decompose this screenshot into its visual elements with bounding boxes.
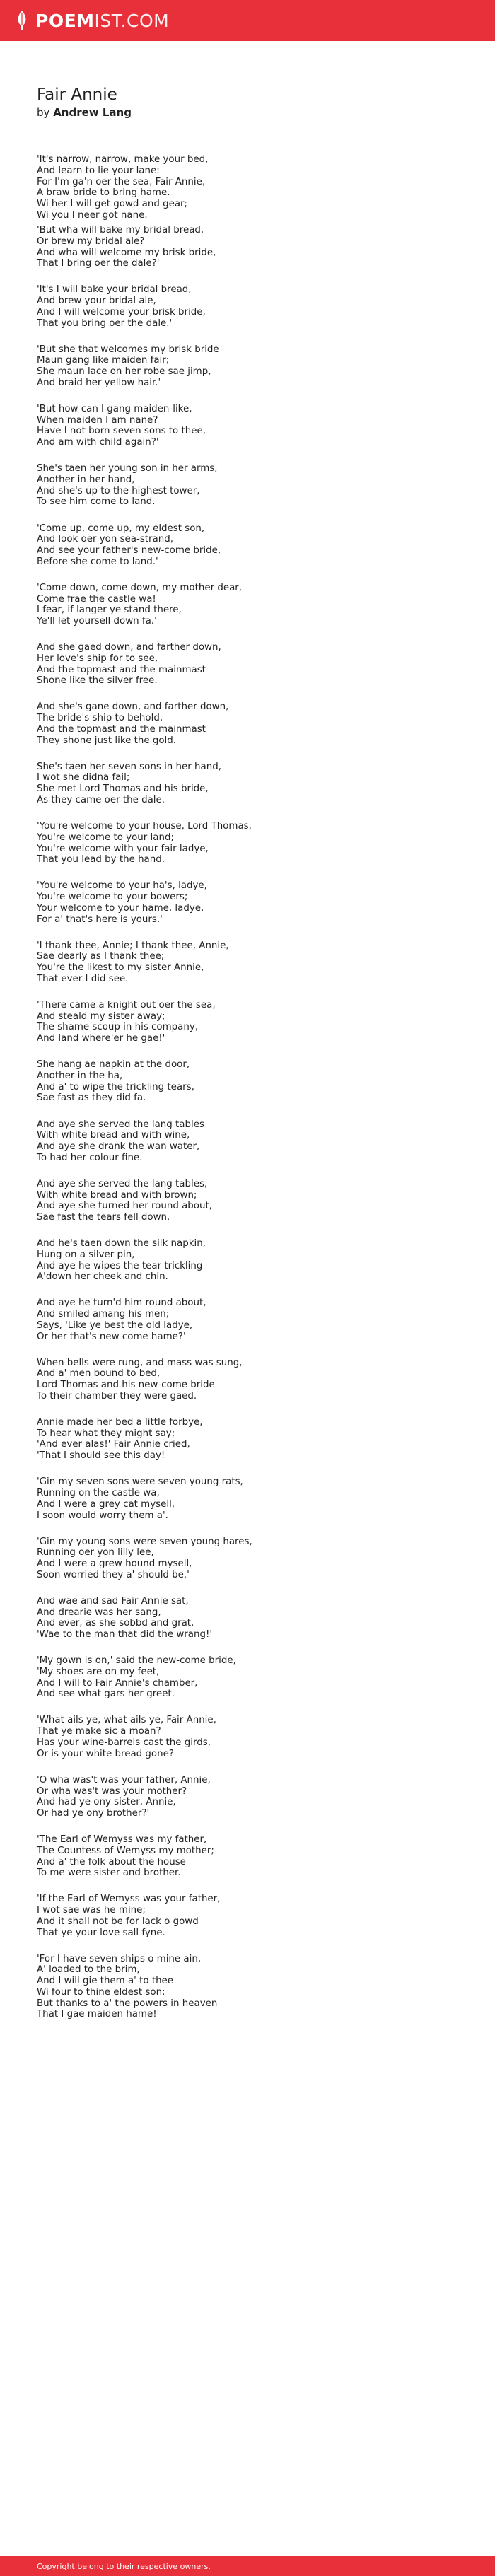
poem-title: Fair Annie (37, 86, 117, 104)
poem-line: Running oer yon lilly lee, (37, 1547, 154, 1558)
poem-line: Wi you I neer got nane. (37, 209, 148, 221)
poem-line: And I will to Fair Annie's chamber, (37, 1677, 198, 1689)
poem-line: 'The Earl of Wemyss was my father, (37, 1834, 207, 1846)
poem-line: 'You're welcome to your ha's, ladye, (37, 880, 207, 892)
poem-line: 'That I should see this day! (37, 1450, 165, 1462)
site-footer (0, 2556, 495, 2576)
poem-line: And she's gane down, and farther down, (37, 701, 229, 713)
poem-line: You're welcome to your bowers; (37, 892, 188, 903)
poem-line: Before she come to land.' (37, 556, 158, 567)
poem-line: 'But how can I gang maiden-like, (37, 403, 192, 414)
stanza (37, 940, 461, 985)
poem-line: And aye she turned her round about, (37, 1201, 212, 1212)
stanza (37, 583, 461, 627)
poem-line: Or had ye ony brother?' (37, 1808, 150, 1819)
poem-line: Sae dearly as I thank thee; (37, 951, 165, 962)
poem-line: To hear what they might say; (37, 1428, 175, 1439)
poem-line: And I were a grew hound mysell, (37, 1558, 192, 1570)
poem-line: 'Come down, come down, my mother dear, (37, 582, 243, 593)
poem-line: Have I not born seven sons to thee, (37, 426, 206, 437)
poem-line: Maun gang like maiden fair; (37, 355, 170, 366)
poem-line: 'Wae to the man that did the wrang!' (37, 1629, 213, 1640)
poem-line: The Countess of Wemyss my mother; (37, 1845, 214, 1856)
stanza (37, 284, 461, 329)
poem-line: And drearie was her sang, (37, 1607, 161, 1618)
poem-line: And braid her yellow hair.' (37, 377, 161, 388)
stanza (37, 880, 461, 925)
stanza (37, 1119, 461, 1164)
stanza (37, 154, 461, 221)
poem-line: Lord Thomas and his new-come bride (37, 1380, 215, 1391)
poem-line: And see your father's new-come bride, (37, 545, 221, 556)
stanza (37, 701, 461, 746)
poem-line: Annie made her bed a little forbye, (37, 1416, 203, 1428)
stanza (37, 1238, 461, 1283)
poem-line: 'Come up, come up, my eldest son, (37, 523, 205, 534)
stanza (37, 1358, 461, 1402)
poem-line: With white bread and with wine, (37, 1130, 190, 1141)
poem-line: Soon worried they a' should be.' (37, 1569, 190, 1580)
poem-line: And ever, as she sobbd and grat, (37, 1618, 194, 1629)
poem-line: That I bring oer the dale?' (37, 258, 160, 269)
author-link[interactable]: Andrew Lang (53, 106, 132, 119)
poem-line: Your welcome to your hame, ladye, (37, 902, 204, 914)
poem-line: That ever I did see. (37, 973, 129, 984)
stanza (37, 1537, 461, 1581)
poem-line: Or is your white bread gone? (37, 1748, 174, 1759)
stanza (37, 1298, 461, 1342)
poem-line: 'O wha was't was your father, Annie, (37, 1774, 211, 1785)
poem-line: That ye make sic a moan? (37, 1726, 161, 1737)
poem-line: Wi four to thine eldest son: (37, 1986, 165, 1998)
stanza (37, 1655, 461, 1700)
stanza (37, 523, 461, 568)
poem-line: And a' men bound to bed, (37, 1368, 161, 1380)
poem-line: And see what gars her greet. (37, 1689, 175, 1700)
poem-line: And the topmast and the mainmast (37, 664, 206, 675)
poem-line: I soon would worry them a'. (37, 1510, 168, 1521)
poem-line: That I gae maiden hame!' (37, 2009, 160, 2020)
stanza (37, 1179, 461, 1223)
poem-line: When maiden I am nane? (37, 414, 158, 426)
poem-line: To their chamber they were gaed. (37, 1390, 197, 1401)
poem-line: With white bread and with brown; (37, 1189, 197, 1201)
poem-line: You're welcome to your land; (37, 832, 174, 843)
poem-line: Another in the ha, (37, 1070, 123, 1081)
poem-line: 'It's I will bake your bridal bread, (37, 284, 192, 296)
stanza (37, 1715, 461, 1759)
poem-line: That you lead by the hand. (37, 854, 165, 866)
poem-line: Hung on a silver pin, (37, 1249, 135, 1260)
logo-light-text: IST.COM (94, 10, 170, 31)
poem-line: Shone like the silver free. (37, 675, 158, 687)
poem-line: I wot sae was he mine; (37, 1905, 146, 1916)
poem-line: And aye she drank the wan water, (37, 1141, 200, 1152)
copyright-text: Copyright belong to their respective owners. (37, 2561, 211, 2571)
poem-line: And learn to lie your lane: (37, 165, 160, 176)
poem-line: 'For I have seven ships o mine ain, (37, 1953, 202, 1964)
poem-line: 'You're welcome to your house, Lord Thomas, (37, 821, 252, 832)
poem-line: You're the likest to my sister Annie, (37, 962, 204, 974)
poem-line: And aye she served the lang tables, (37, 1178, 208, 1189)
poem-line: I fear, if langer ye stand there, (37, 605, 182, 616)
poem-line: Says, 'Like ye best the old ladye, (37, 1319, 193, 1331)
poem-line: Or her that's new come hame?' (37, 1331, 186, 1342)
poem-line: 'My shoes are on my feet, (37, 1666, 160, 1677)
poem-line: She's taen her seven sons in her hand, (37, 761, 221, 772)
stanza (37, 1476, 461, 1521)
poem-line: 'But she that welcomes my brisk bride (37, 344, 219, 355)
poem-line: Sae fast as they did fa. (37, 1092, 146, 1104)
stanza (37, 1417, 461, 1462)
poem-line: Another in her hand, (37, 474, 135, 485)
poem-line: And wae and sad Fair Annie sat, (37, 1595, 189, 1607)
poem-line: She met Lord Thomas and his bride, (37, 783, 209, 795)
poem-line: She's taen her young son in her arms, (37, 463, 218, 474)
poem-line: You're welcome with your fair ladye, (37, 843, 209, 854)
poem-line: Her love's ship for to see, (37, 653, 158, 664)
poem-line: For I'm ga'n oer the sea, Fair Annie, (37, 176, 206, 187)
poem-line: 'Gin my young sons were seven young hares, (37, 1536, 252, 1547)
stanza (37, 642, 461, 687)
poem-line: Or wha was't was your mother? (37, 1785, 187, 1797)
poem-line: The shame scoup in his company, (37, 1022, 199, 1033)
poem-line: She maun lace on her robe sae jimp, (37, 366, 211, 378)
stanza (37, 1894, 461, 1938)
poem-line: And she gaed down, and farther down, (37, 642, 221, 653)
poem-line: And wha will welcome my brisk bride, (37, 247, 216, 258)
poem-line: 'My gown is on,' said the new-come bride, (37, 1655, 236, 1667)
stanza (37, 1000, 461, 1044)
stanza (37, 1059, 461, 1104)
poem-line: And a' the folk about the house (37, 1856, 186, 1867)
poem-line: As they came oer the dale. (37, 794, 165, 805)
stanza (37, 1596, 461, 1640)
poem-line: And the topmast and the mainmast (37, 723, 206, 735)
stanza (37, 225, 461, 269)
stanza (37, 1953, 461, 2020)
poem-content (37, 85, 461, 2024)
poem-line: To me were sister and brother.' (37, 1867, 184, 1879)
logo-bold-text: POEM (35, 10, 95, 31)
stanza (37, 1834, 461, 1879)
quill-icon[interactable] (14, 10, 30, 31)
poem-line: A'down her cheek and chin. (37, 1271, 168, 1283)
poem-line: Come frae the castle wa! (37, 593, 156, 605)
poem-line: Ye'll let yoursell down fa.' (37, 616, 157, 627)
poem-line: And am with child again?' (37, 437, 159, 448)
poem-line: That you bring oer the dale.' (37, 317, 173, 329)
poem-line: 'I thank thee, Annie; I thank thee, Annie, (37, 940, 229, 951)
poem-line: 'There came a knight out oer the sea, (37, 999, 216, 1010)
poem-line: 'What ails ye, what ails ye, Fair Annie, (37, 1715, 216, 1726)
poem-line: She hang ae napkin at the door, (37, 1059, 190, 1071)
poem-line: And brew your bridal ale, (37, 296, 156, 307)
poem-line: 'It's narrow, narrow, make your bed, (37, 154, 209, 165)
poem-line: 'Gin my seven sons were seven young rats, (37, 1476, 243, 1488)
stanza (37, 1775, 461, 1819)
poem-line: And she's up to the highest tower, (37, 485, 200, 496)
poem-line: But thanks to a' the powers in heaven (37, 1998, 218, 2009)
poem-line: For a' that's here is yours.' (37, 914, 163, 925)
poem-line: And I will welcome your brisk bride, (37, 306, 206, 317)
stanza (37, 463, 461, 508)
poem-body (37, 154, 461, 2020)
poem-line: The bride's ship to behold, (37, 713, 163, 724)
poem-line: And aye he wipes the tear trickling (37, 1260, 203, 1271)
poem-line: And look oer yon sea-strand, (37, 534, 174, 545)
poem-line: They shone just like the gold. (37, 735, 177, 746)
poem-line: To see him come to land. (37, 496, 156, 508)
site-header (0, 0, 495, 41)
poem-line: 'And ever alas!' Fair Annie cried, (37, 1439, 190, 1450)
poem-line: And steald my sister away; (37, 1010, 165, 1022)
poem-line: Or brew my bridal ale? (37, 235, 145, 247)
poem-line: And he's taen down the silk napkin, (37, 1238, 206, 1249)
poem-line: And aye she served the lang tables (37, 1119, 204, 1130)
poem-line: 'If the Earl of Wemyss was your father, (37, 1894, 221, 1905)
poem-line: 'But wha will bake my bridal bread, (37, 225, 204, 236)
stanza (37, 762, 461, 806)
poem-line: Wi her I will get gowd and gear; (37, 199, 188, 209)
poem-line: I wot she didna fail; (37, 772, 130, 783)
poem-line: To had her colour fine. (37, 1152, 143, 1163)
stanza (37, 344, 461, 389)
poem-line: That ye your love sall fyne. (37, 1927, 165, 1938)
poem-line: And aye he turn'd him round about, (37, 1298, 206, 1309)
poem-line: And land where'er he gae!' (37, 1033, 165, 1044)
poem-line: A braw bride to bring hame. (37, 187, 170, 199)
poem-line: And I will gie them a' to thee (37, 1976, 174, 1987)
poem-line: Sae fast the tears fell down. (37, 1212, 170, 1223)
byline-prefix: by (37, 106, 50, 119)
stanza (37, 821, 461, 866)
byline (37, 106, 461, 119)
poem-line: A' loaded to the brim, (37, 1964, 140, 1976)
site-logo[interactable] (35, 11, 169, 31)
poem-line: And it shall not be for lack o gowd (37, 1916, 199, 1927)
poem-line: Running on the castle wa, (37, 1488, 160, 1499)
poem-line: When bells were rung, and mass was sung, (37, 1357, 243, 1368)
poem-line: And a' to wipe the trickling tears, (37, 1081, 194, 1092)
stanza (37, 404, 461, 448)
poem-line: And I were a grey cat mysell, (37, 1498, 175, 1510)
poem-line: And had ye ony sister, Annie, (37, 1797, 176, 1808)
poem-line: And smiled amang his men; (37, 1309, 170, 1320)
poem-line: Has your wine-barrels cast the girds, (37, 1737, 211, 1748)
